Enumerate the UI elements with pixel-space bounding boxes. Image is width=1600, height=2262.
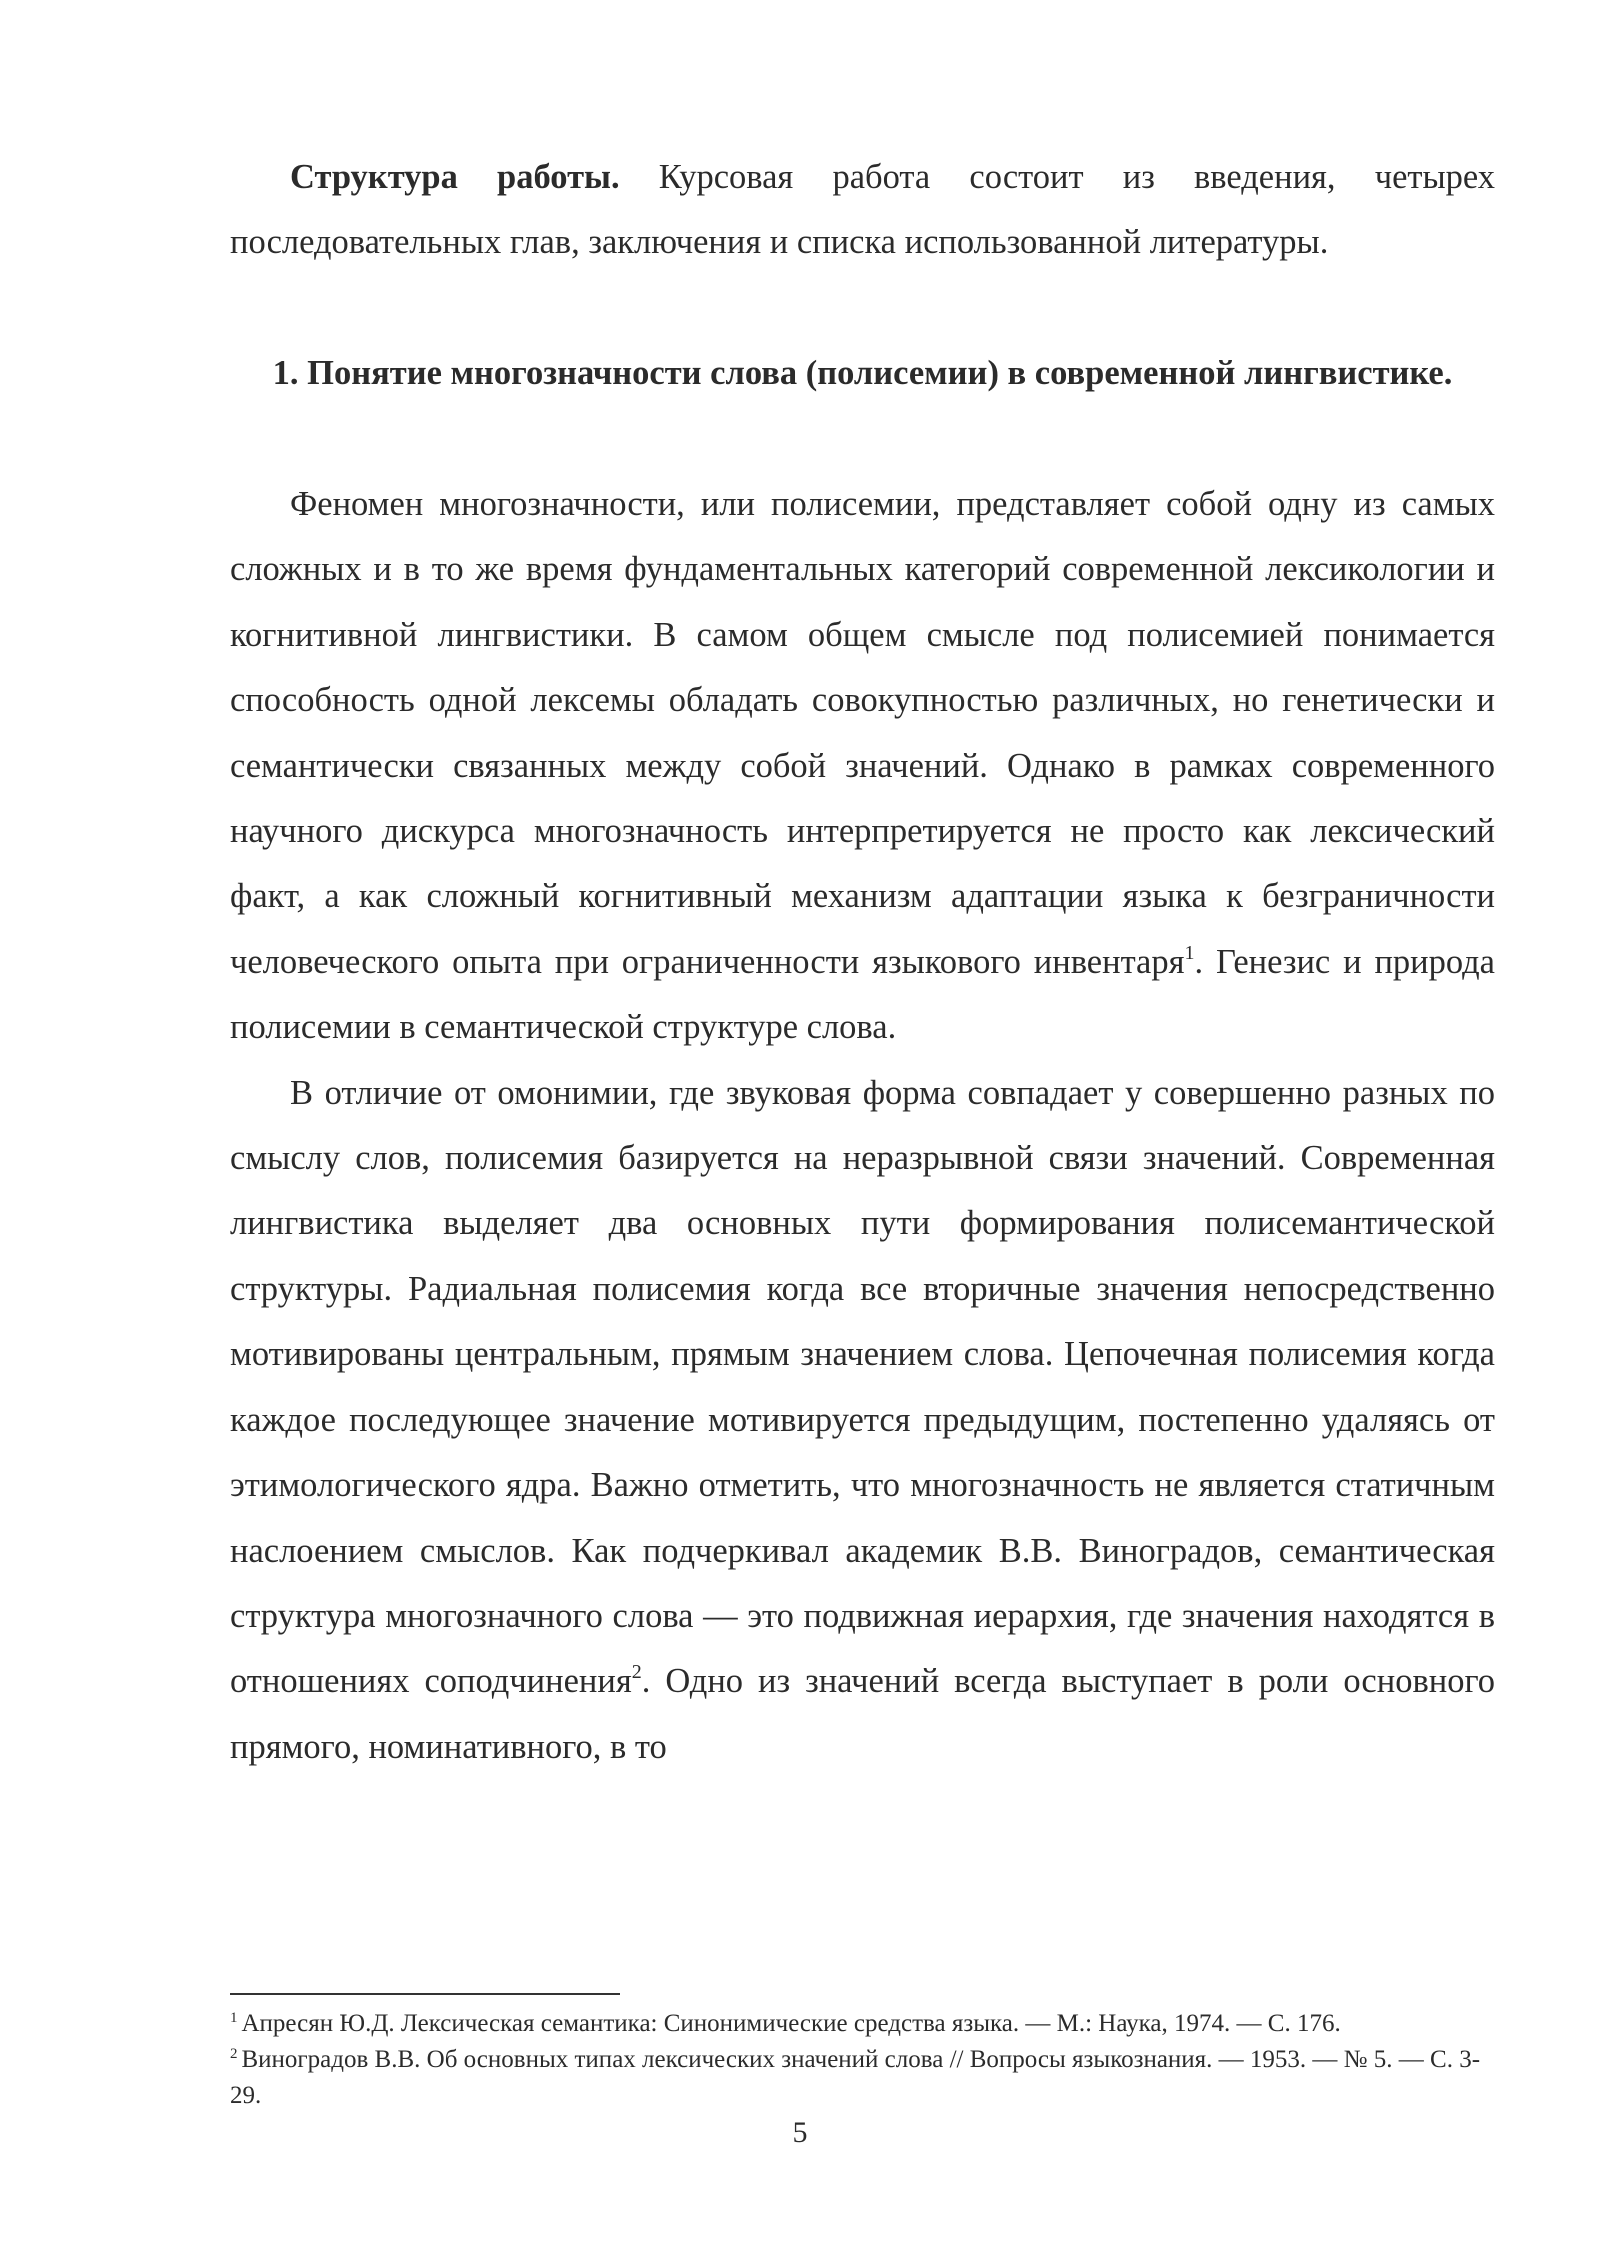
paragraph1-text-b: . Генезис и природа полисемии в семантической структуре слова.	[230, 942, 1495, 1047]
chapter-heading-section	[230, 341, 1495, 406]
footnote-mark-2: 2	[230, 2046, 238, 2062]
intro-paragraph	[230, 145, 1495, 276]
footnote-mark-1: 1	[230, 2010, 238, 2026]
intro-text: Курсовая работа состоит из введения, четырех последовательных глав, заключения и списка использованной литературы.	[230, 158, 1496, 262]
footnote-separator	[230, 1993, 620, 1995]
footnotes	[230, 2006, 1495, 2114]
footnote-text-1: Апресян Ю.Д. Лексическая семантика: Синонимические средства языка. — М.: Наука, 1974. — С. 176.	[241, 2010, 1341, 2037]
paragraph2-text-b: . Одно из значений всегда выступает в роли основного прямого, номинативного, в то	[230, 1662, 1496, 1766]
footnote-1	[230, 2006, 1495, 2042]
intro-section	[230, 145, 1495, 276]
footnote-ref-1[interactable]: 1	[1184, 941, 1195, 964]
page-number: 5	[792, 2116, 808, 2149]
paragraph-polysemy-types	[230, 1061, 1495, 1780]
footnote-text-2: Виноградов В.В. Об основных типах лексических значений слова // Вопросы языкознания. — 1953. — № 5. — С. 3-29.	[230, 2046, 1481, 2109]
intro-bold-lead: Структура работы.	[290, 158, 620, 196]
main-text	[230, 472, 1495, 1780]
chapter-heading: 1. Понятие многозначности слова (полисемии) в современной лингвистике.	[272, 354, 1453, 392]
footnote-2	[230, 2042, 1495, 2114]
paragraph2-text-a: В отличие от омонимии, где звуковая форма совпадает у совершенно разных по смыслу слов, полисемия базируется на неразрывной связи значений. Современная лингвистика выделяет два основных пути формирования полисемантической структуры. Радиальная полисемия когда все вторичные значения непосредственно мотивированы центральным, прямым значением слова. Цепочечная полисемия когда каждое последующее значение мотивируется предыдущим, постепенно удаляясь от этимологического ядра. Важно отметить, что многозначность не является статичным наслоением смыслов. Как подчеркивал академик В.В. Виноградов, семантическая структура многозначного слова — это подвижная иерархия, где значения находятся в отношениях соподчинения	[230, 1073, 1495, 1701]
footnote-ref-2[interactable]: 2	[631, 1661, 642, 1684]
paragraph1-text-a: Феномен многозначности, или полисемии, представляет собой одну из самых сложных и в то же время фундаментальных категорий современной лексикологии и когнитивной лингвистики. В самом общем смысле под полисемией понимается способность одной лексемы обладать совокупностью различных, но генетически и семантически связанных между собой значений. Однако в рамках современного научного дискурса многозначность интерпретируется не просто как лексический факт, а как сложный когнитивный механизм адаптации языка к безграничности человеческого опыта при ограниченности языкового инвентаря	[230, 485, 1495, 981]
paragraph-polysemy-definition	[230, 472, 1495, 1061]
